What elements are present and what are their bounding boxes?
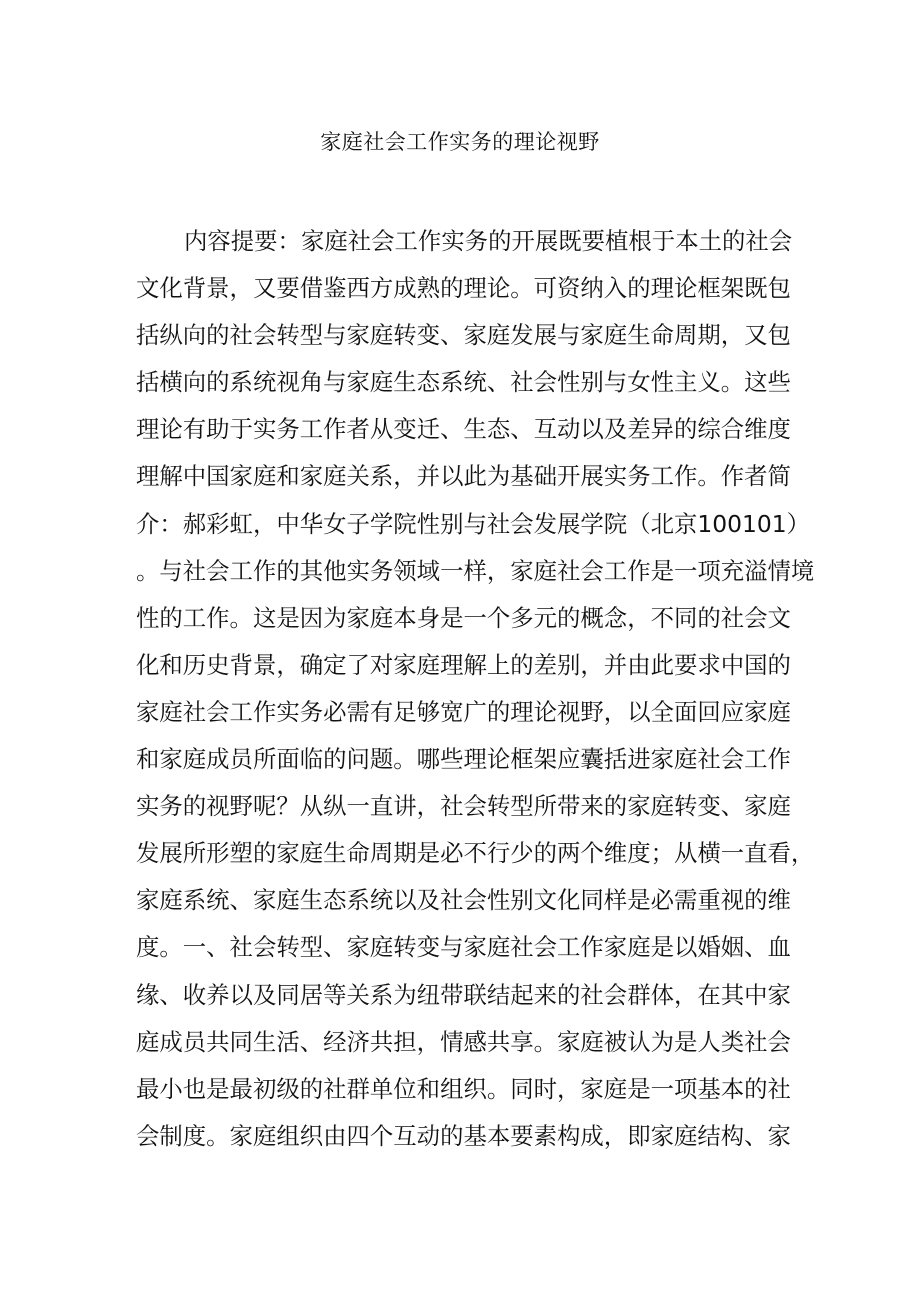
body-line: 理论有助于实务工作者从变迁、生态、互动以及差异的综合维度: [136, 415, 791, 444]
body-line: 会制度。家庭组织由四个互动的基本要素构成，即家庭结构、家: [136, 1121, 791, 1150]
body-line: 庭成员共同生活、经济共担，情感共享。家庭被认为是人类社会: [136, 1027, 791, 1056]
body-line: 度。一、社会转型、家庭转变与家庭社会工作家庭是以婚姻、血: [136, 933, 791, 962]
document-body: [136, 224, 816, 1166]
body-line: 实务的视野呢？从纵一直讲，社会转型所带来的家庭转变、家庭: [136, 792, 791, 821]
body-line: 文化背景，又要借鉴西方成熟的理论。可资纳入的理论框架既包: [136, 274, 791, 303]
body-line: 家庭社会工作实务必需有足够宽广的理论视野，以全面回应家庭: [136, 697, 791, 726]
body-line: 括横向的系统视角与家庭生态系统、社会性别与女性主义。这些: [136, 368, 791, 397]
body-line: 介：郝彩虹，中华女子学院性别与社会发展学院（北京100101）: [136, 509, 811, 538]
body-line: 内容提要：家庭社会工作实务的开展既要植根于本土的社会: [184, 227, 793, 255]
body-line: 缘、收养以及同居等关系为纽带联结起来的社会群体，在其中家: [136, 980, 791, 1009]
body-line: 最小也是最初级的社群单位和组织。同时，家庭是一项基本的社: [136, 1074, 791, 1103]
body-line: 和家庭成员所面临的问题。哪些理论框架应囊括进家庭社会工作: [136, 745, 791, 774]
body-line: 括纵向的社会转型与家庭转变、家庭发展与家庭生命周期，又包: [136, 321, 791, 350]
body-line: 家庭系统、家庭生态系统以及社会性别文化同样是必需重视的维: [136, 886, 791, 915]
body-line: 理解中国家庭和家庭关系，并以此为基础开展实务工作。作者简: [136, 462, 791, 491]
body-line: 发展所形塑的家庭生命周期是必不行少的两个维度；从横一直看，: [136, 839, 815, 868]
body-line: 化和历史背景，确定了对家庭理解上的差别，并由此要求中国的: [136, 650, 791, 679]
body-line: 。与社会工作的其他实务领域一样，家庭社会工作是一项充溢情境: [136, 556, 815, 585]
body-line: 性的工作。这是因为家庭本身是一个多元的概念，不同的社会文: [136, 603, 791, 632]
document-title: 家庭社会工作实务的理论视野: [320, 130, 600, 154]
